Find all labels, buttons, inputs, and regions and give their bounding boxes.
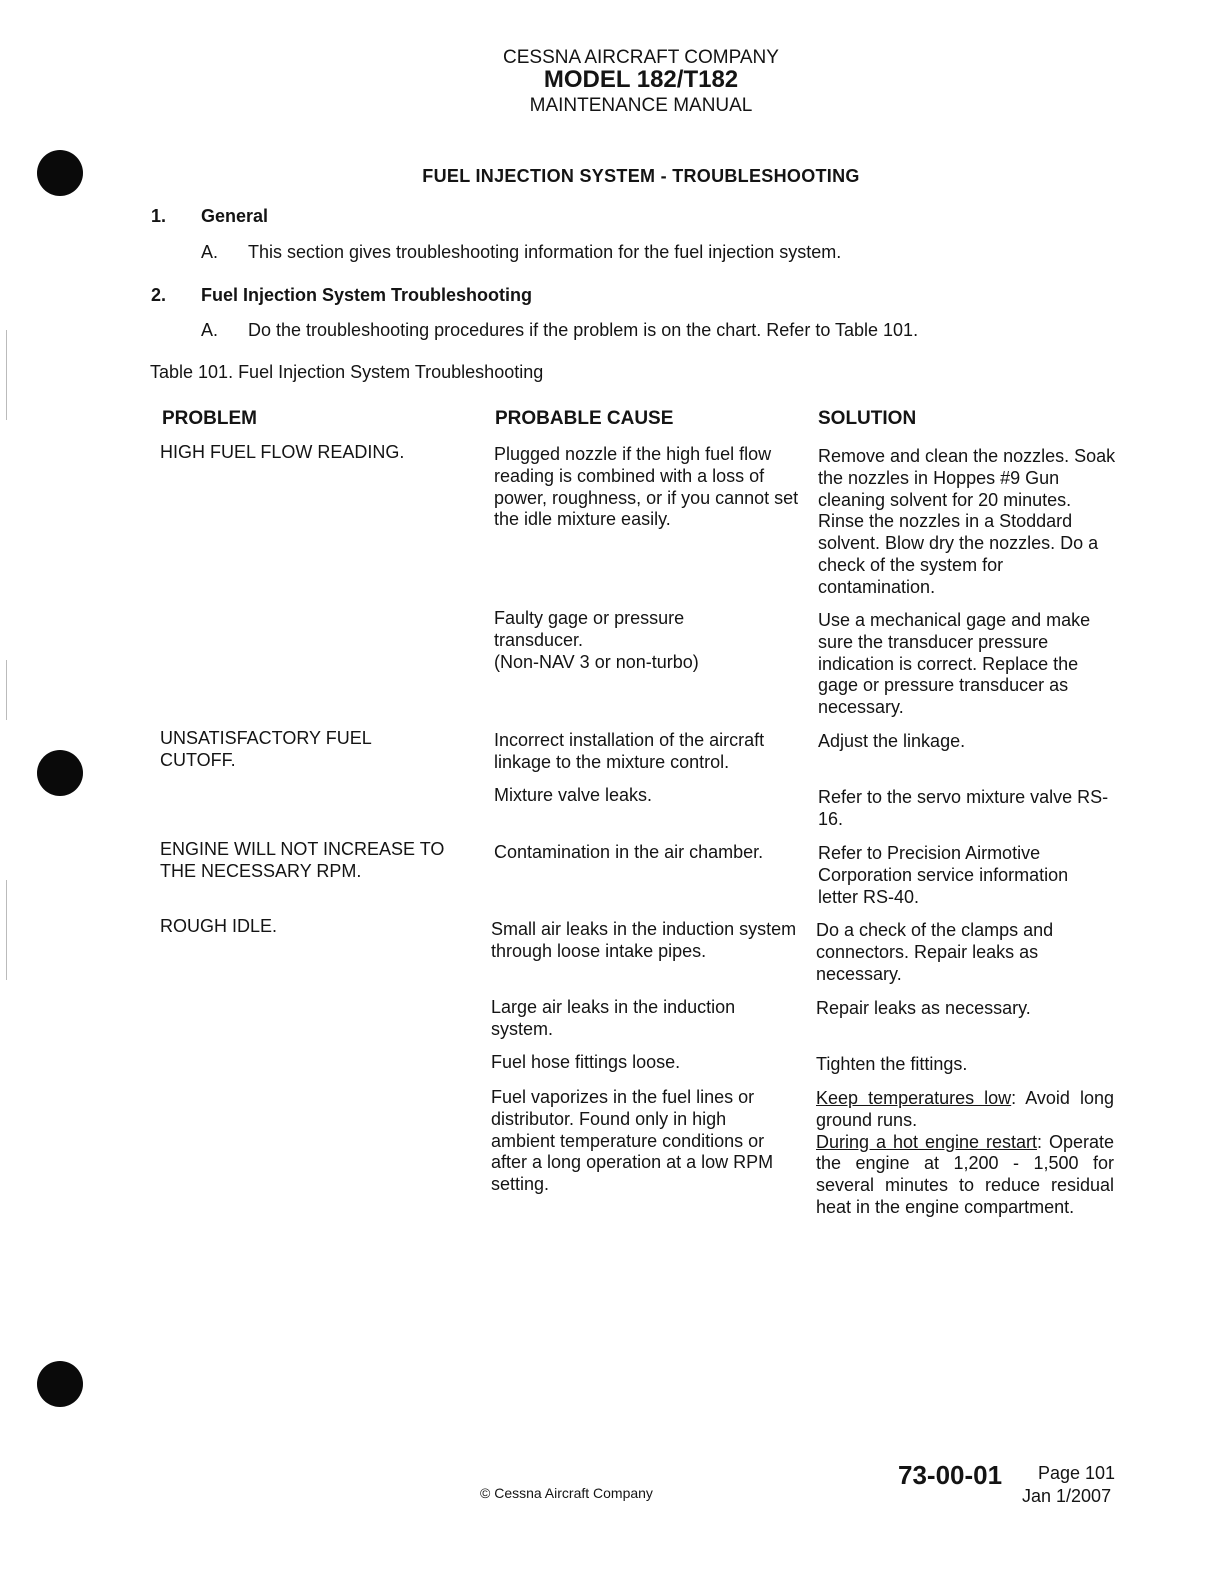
section-title: FUEL INJECTION SYSTEM - TROUBLESHOOTING xyxy=(422,166,860,186)
table-problem: ROUGH IDLE. xyxy=(160,916,278,936)
item-text: Do the troubleshooting procedures if the problem is on the chart. Refer to Table 101. xyxy=(248,320,919,340)
solution-label-hot-restart: During a hot engine restart xyxy=(816,1131,1037,1152)
scan-margin-mark xyxy=(6,660,7,720)
table-cause: Contamination in the air chamber. xyxy=(494,842,764,862)
solution-label-keep-temps-low: Keep temperatures low xyxy=(816,1088,1012,1108)
table-cause: Small air leaks in the induction system through loose intake pipes. xyxy=(491,919,797,961)
table-problem: HIGH FUEL FLOW READING. xyxy=(160,442,405,462)
table-cause: Incorrect installation of the aircraft linkage to the mixture control. xyxy=(494,730,765,772)
table-cause: Fuel vaporizes in the fuel lines or distributor. Found only in high ambient temperature conditions or after a long operation at a low RPM setting. xyxy=(491,1087,774,1195)
section-number: 2. xyxy=(151,285,167,305)
table-problem: ENGINE WILL NOT INCREASE TO THE NECESSARY RPM. xyxy=(160,839,445,881)
item-letter: A. xyxy=(201,242,219,262)
table-cause: Faulty gage or pressure transducer. xyxy=(494,608,685,650)
table-solution-vapor xyxy=(816,1088,1114,1219)
column-header-solution: SOLUTION xyxy=(818,408,917,429)
table-solution: Do a check of the clamps and connectors. Repair leaks as necessary. xyxy=(816,920,1054,984)
table-cause: Plugged nozzle if the high fuel flow reading is combined with a loss of power, roughness, or if you cannot set the idle mixture easily. xyxy=(494,444,799,530)
table-solution: Remove and clean the nozzles. Soak the nozzles in Hoppes #9 Gun cleaning solvent for 20 minutes. Rinse the nozzles in a Stoddard solvent. Blow dry the nozzles. Do a check of the system for contamination. xyxy=(818,446,1116,597)
section-heading: General xyxy=(201,206,269,226)
revision-date: Jan 1/2007 xyxy=(1022,1486,1112,1506)
item-letter: A. xyxy=(201,320,219,340)
table-solution: Repair leaks as necessary. xyxy=(816,998,1031,1018)
manual-title: MAINTENANCE MANUAL xyxy=(529,95,753,116)
section-number: 1. xyxy=(151,206,167,226)
table-solution: Refer to the servo mixture valve RS-16. xyxy=(818,787,1109,829)
punch-hole-middle xyxy=(37,750,83,796)
solution-text: : Avoid long ground runs. xyxy=(816,1088,1114,1130)
scan-margin-mark xyxy=(6,330,7,420)
punch-hole-bottom xyxy=(37,1361,83,1407)
company-name: CESSNA AIRCRAFT COMPANY xyxy=(503,47,779,68)
column-header-problem: PROBLEM xyxy=(162,408,257,429)
model-title: MODEL 182/T182 xyxy=(543,66,739,93)
table-problem: UNSATISFACTORY FUEL CUTOFF. xyxy=(160,728,372,770)
table-caption: Table 101. Fuel Injection System Troubleshooting xyxy=(150,362,544,382)
solution-text: : Operate the engine at 1,200 - 1,500 for several minutes to reduce residual heat in the engine compartment. xyxy=(816,1131,1114,1217)
page-number: Page 101 xyxy=(1038,1463,1116,1483)
table-cause: Mixture valve leaks. xyxy=(494,785,653,805)
chapter-code: 73-00-01 xyxy=(898,1460,1003,1490)
copyright: © Cessna Aircraft Company xyxy=(480,1485,653,1501)
column-header-cause: PROBABLE CAUSE xyxy=(495,408,674,429)
table-solution: Tighten the fittings. xyxy=(816,1054,968,1074)
table-cause: Fuel hose fittings loose. xyxy=(491,1052,681,1072)
table-cause-note: (Non-NAV 3 or non-turbo) xyxy=(494,652,699,672)
table-cause: Large air leaks in the induction system. xyxy=(491,997,736,1039)
item-text: This section gives troubleshooting information for the fuel injection system. xyxy=(248,242,842,262)
table-solution: Adjust the linkage. xyxy=(818,731,966,751)
section-heading: Fuel Injection System Troubleshooting xyxy=(201,285,533,305)
table-solution: Use a mechanical gage and make sure the transducer pressure indication is correct. Replace the gage or pressure transducer as necessary. xyxy=(818,610,1091,718)
scan-margin-mark xyxy=(6,880,7,980)
table-solution: Refer to Precision Airmotive Corporation service information letter RS-40. xyxy=(818,843,1069,907)
